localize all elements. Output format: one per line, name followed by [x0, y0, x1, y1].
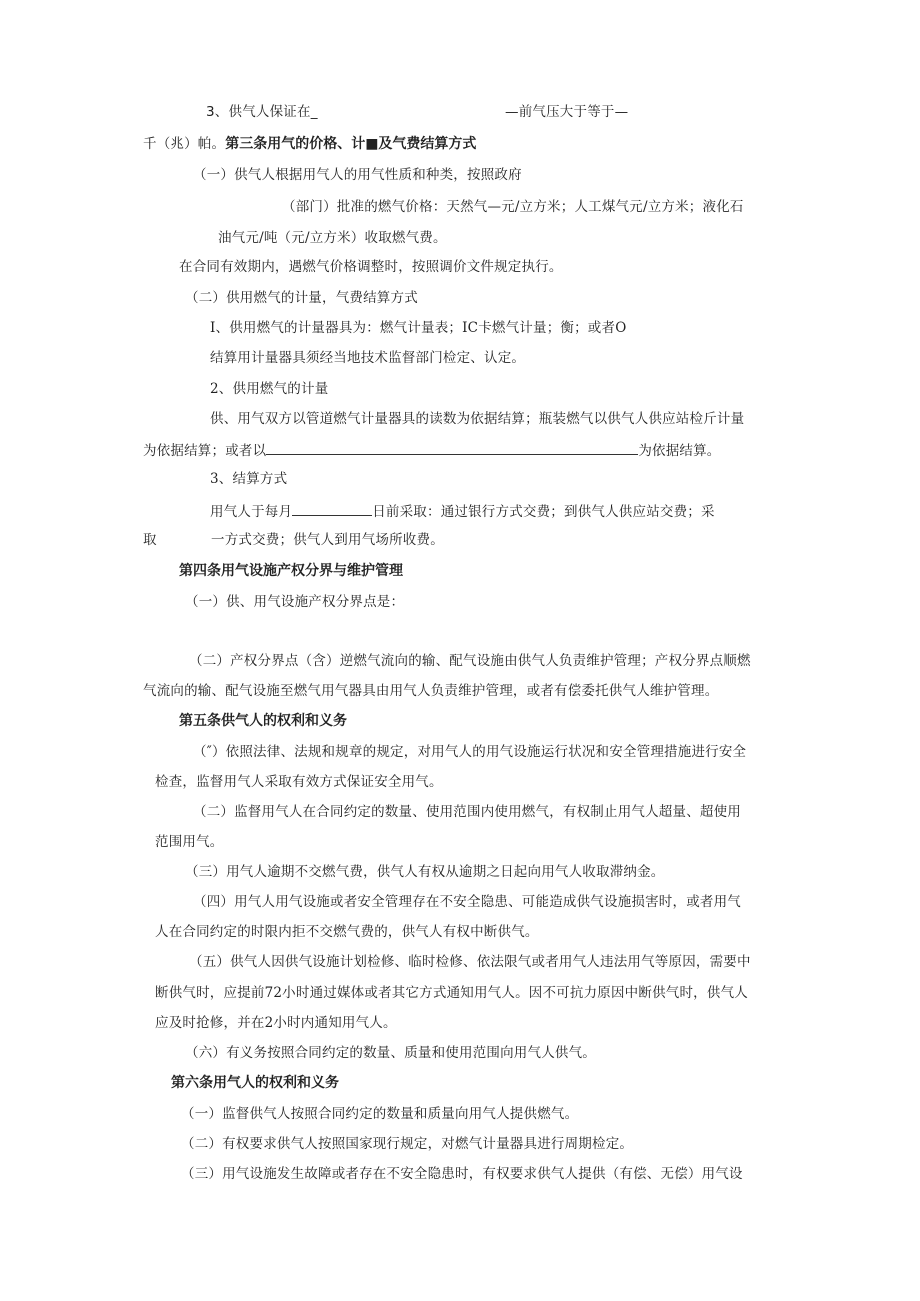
- paragraph-line: （二）产权分界点（含）逆燃气流向的输、配气设施由供气人负责维护管理；产权分界点顺燃: [189, 653, 751, 669]
- paragraph-line: 气流向的输、配气设施至燃气用气器具由用气人负责维护管理，或者有偿委托供气人维护管理。: [143, 683, 719, 699]
- paragraph-line: （二）供用燃气的计量，气费结算方式: [185, 290, 418, 306]
- text-segment: 为依据结算；或者以: [143, 443, 267, 459]
- paragraph-line: I、供用燃气的计量器具为：燃气计量表；IC卡燃气计量；衡；或者O: [210, 320, 627, 336]
- paragraph-line: 在合同有效期内，遇燃气价格调整时，按照调价文件规定执行。: [179, 259, 563, 275]
- paragraph-line-with-blank: [210, 501, 715, 521]
- paragraph-line: 结算用计量器具须经当地技术监督部门检定、认定。: [210, 350, 526, 366]
- text-segment: 一方式交费；供气人到用气场所收费。: [211, 532, 444, 548]
- paragraph-line: （部门）批准的燃气价格：天然气—元/立方米；人工煤气元/立方米；液化石: [282, 199, 744, 215]
- article-5-heading: 第五条供气人的权利和义务: [179, 713, 347, 729]
- paragraph-line: [211, 531, 444, 549]
- paragraph-line: [143, 531, 157, 549]
- paragraph-line: 检查，监督用气人采取有效方式保证安全用气。: [155, 774, 443, 790]
- paragraph-line: 3、结算方式: [210, 471, 288, 487]
- text-segment: —前气压大于等于—: [505, 104, 629, 120]
- paragraph-line: （一）供气人根据用气人的用气性质和种类，按照政府: [193, 167, 522, 183]
- text-segment: 用气人于每月: [210, 504, 293, 520]
- text-segment: 为依据结算。: [638, 443, 721, 459]
- article-3-heading: 第三条用气的价格、计■及气费结算方式: [225, 136, 477, 152]
- paragraph-line: （一）监督供气人按照合同约定的数量和质量向用气人提供燃气。: [181, 1106, 579, 1122]
- text-segment: 3、供气人保证在_: [206, 104, 318, 120]
- paragraph-line: （四）用气人用气设施或者安全管理存在不安全隐患、可能造成供气设施损害时，或者用气: [193, 894, 741, 910]
- clause-3-pressure-tail: [505, 103, 628, 121]
- article-6-heading: 第六条用气人的权利和义务: [171, 1075, 339, 1091]
- paragraph-line: 2、供用燃气的计量: [210, 381, 329, 397]
- paragraph-line: （三）用气设施发生故障或者存在不安全隐患时，有权要求供气人提供（有偿、无偿）用气设: [181, 1166, 743, 1182]
- text-segment: 取: [143, 532, 157, 548]
- text-segment: 千（兆）帕。: [143, 136, 226, 152]
- paragraph-line: （二）有权要求供气人按照国家现行规定，对燃气计量器具进行周期检定。: [181, 1136, 634, 1152]
- paragraph-line-with-blank: [143, 440, 721, 460]
- paragraph-line: 范围用气。: [155, 834, 224, 850]
- paragraph-line: 油气元/吨（元/立方米）收取燃气费。: [218, 230, 447, 246]
- paragraph-line: （二）监督用气人在合同约定的数量、使用范围内使用燃气，有权制止用气人超量、超使用: [193, 804, 741, 820]
- paragraph-line: （五）供气人因供气设施计划检修、临时检修、依法限气或者用气人违法用气等原因，需要中: [189, 954, 751, 970]
- pressure-unit-line: [143, 135, 476, 153]
- paragraph-line: （三）用气人逾期不交燃气费，供气人有权从逾期之日起向用气人收取滞纳金。: [185, 864, 665, 880]
- paragraph-line: 供、用气双方以管道燃气计量器具的读数为依据结算；瓶装燃气以供气人供应站检斤计量: [210, 411, 745, 427]
- text-segment: 日前采取：通过银行方式交费；到供气人供应站交费；采: [372, 504, 715, 520]
- fill-in-blank: [266, 440, 638, 455]
- paragraph-line: 应及时抢修，并在2小时内通知用气人。: [155, 1015, 397, 1031]
- paragraph-line: （六）有义务按照合同约定的数量、质量和使用范围向用气人供气。: [185, 1045, 596, 1061]
- article-4-heading: 第四条用气设施产权分界与维护管理: [179, 563, 403, 579]
- clause-3-pressure: [206, 103, 318, 121]
- paragraph-line: （″）依照法律、法规和规章的规定，对用气人的用气设施运行状况和安全管理措施进行安全: [193, 744, 747, 760]
- paragraph-line: 断供气时，应提前72小时通过媒体或者其它方式通知用气人。因不可抗力原因中断供气时，供气人: [155, 985, 748, 1001]
- fill-in-blank: [292, 501, 372, 516]
- paragraph-line: （一）供、用气设施产权分界点是：: [185, 594, 405, 610]
- paragraph-line: 人在合同约定的时限内拒不交燃气费的，供气人有权中断供气。: [155, 924, 539, 940]
